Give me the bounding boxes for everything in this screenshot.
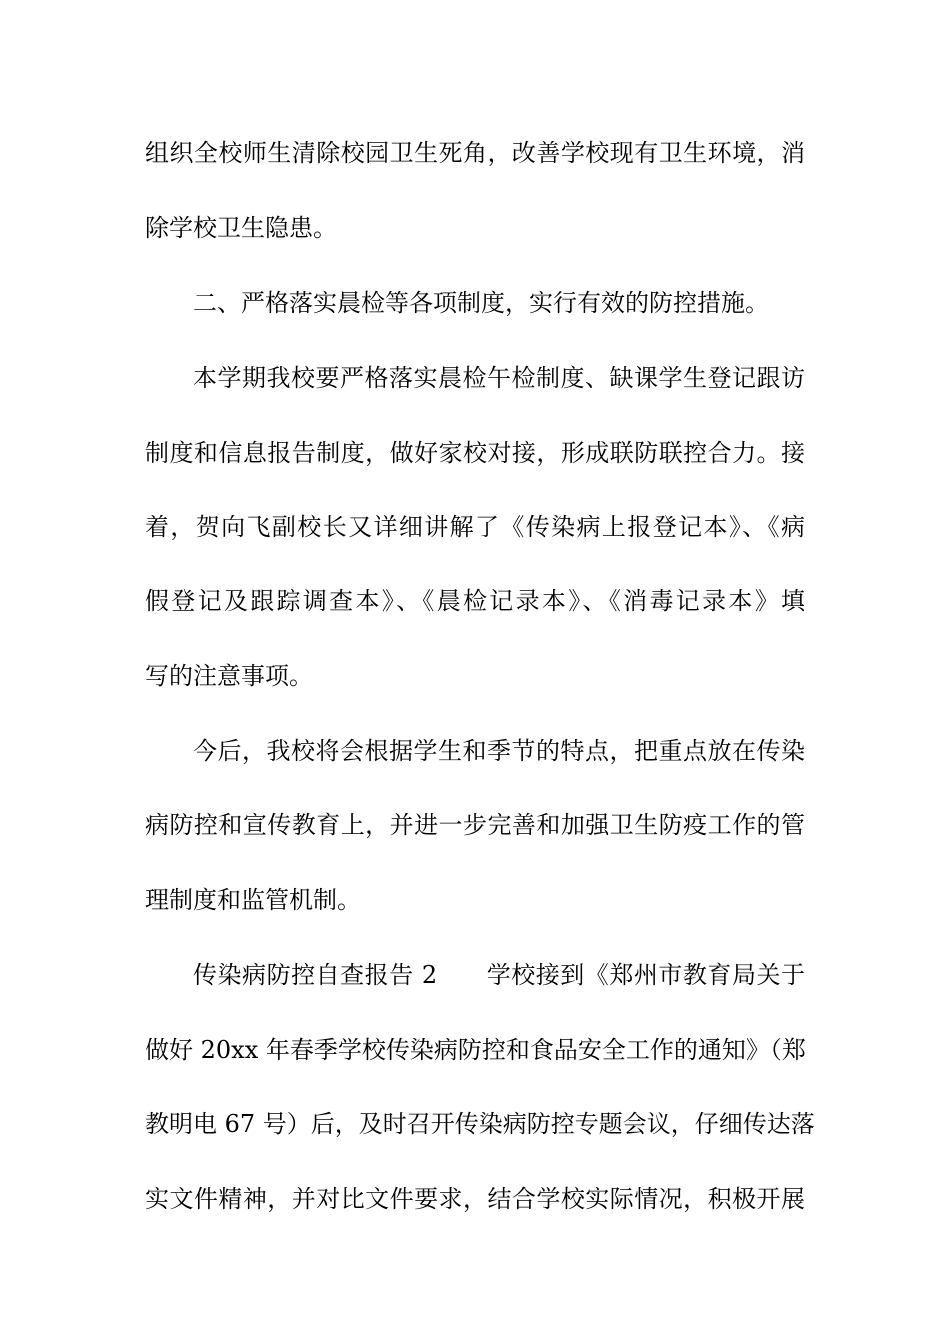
section-heading: 二、严格落实晨检等各项制度，实行有效的防控措施。 <box>193 289 769 317</box>
body-text-line: 理制度和监管机制。 <box>145 886 361 914</box>
body-text-line: 实文件精神，并对比文件要求，结合学校实际情况，积极开展 <box>145 1185 805 1213</box>
body-text-line: 写的注意事项。 <box>145 662 313 690</box>
body-text-line: 今后，我校将会根据学生和季节的特点，把重点放在传染 <box>193 737 805 765</box>
body-text-line: 做好 20xx 年春季学校传染病防控和食品安全工作的通知》（郑 <box>145 1036 806 1064</box>
body-text-line: 除学校卫生隐患。 <box>145 214 337 242</box>
body-text-line: 本学期我校要严格落实晨检午检制度、缺课学生登记跟访 <box>193 364 805 392</box>
report-title-line: 传染病防控自查报告 2 学校接到《郑州市教育局关于 <box>193 961 805 989</box>
body-text-line: 教明电 67 号）后，及时召开传染病防控专题会议，仔细传达落 <box>145 1110 815 1138</box>
body-text-line: 组织全校师生清除校园卫生死角，改善学校现有卫生环境，消 <box>145 139 805 167</box>
body-text-line: 假登记及跟踪调查本》、《晨检记录本》、《消毒记录本》填 <box>145 587 805 615</box>
body-text-line: 制度和信息报告制度，做好家校对接，形成联防联控合力。接 <box>145 439 805 467</box>
body-text-line: 病防控和宣传教育上，并进一步完善和加强卫生防疫工作的管 <box>145 811 805 839</box>
body-text-line: 着，贺向飞副校长又详细讲解了《传染病上报登记本》、《病 <box>145 513 805 541</box>
